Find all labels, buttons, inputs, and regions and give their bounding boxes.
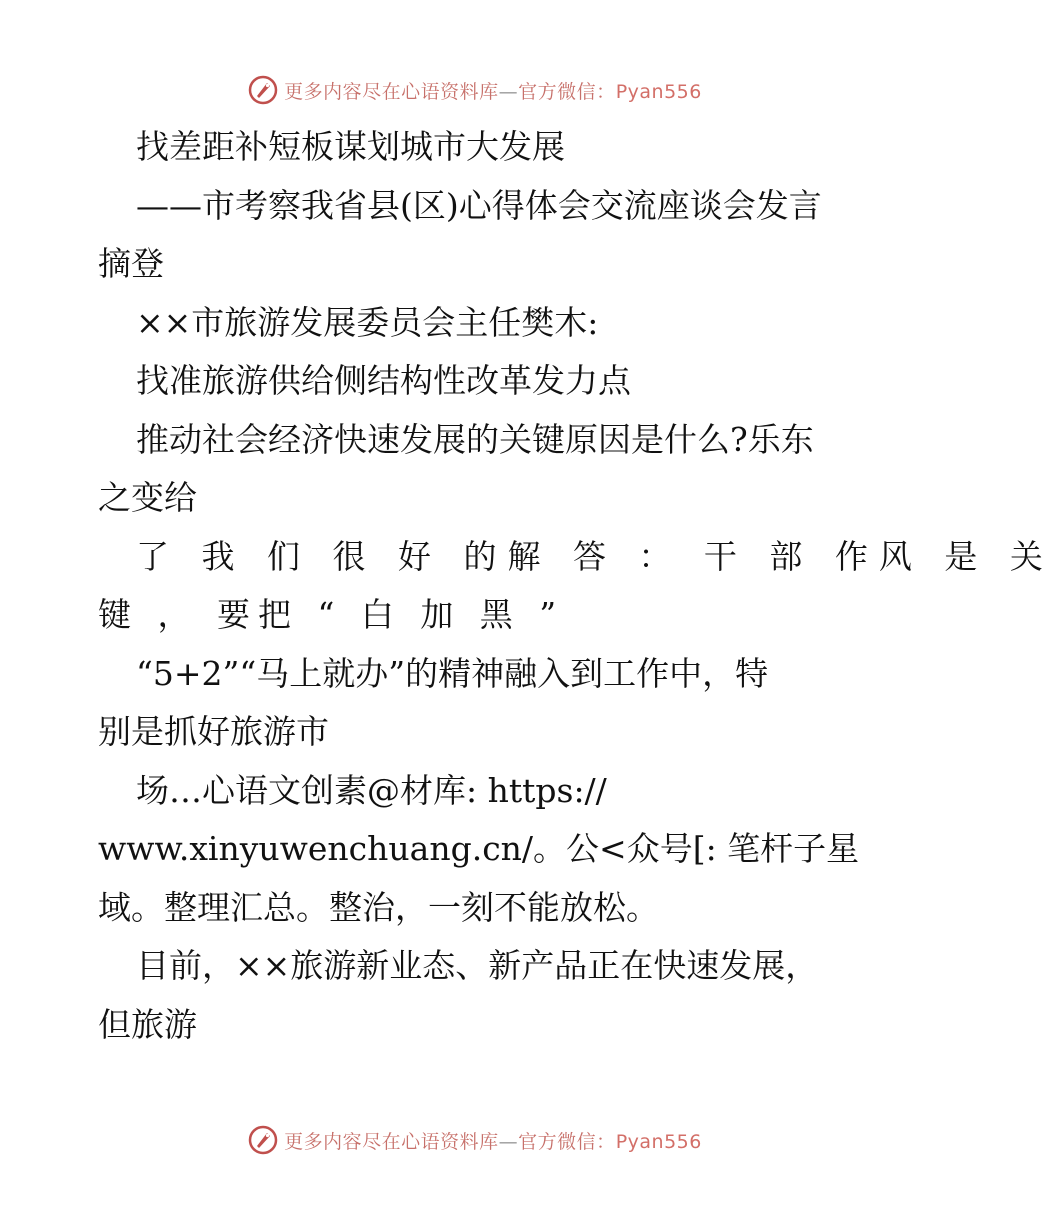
doc-line: ××市旅游发展委员会主任樊木:: [136, 302, 599, 342]
doc-line: www.xinyuwenchuang.cn/。公<众号[: 笔杆子星: [98, 829, 860, 868]
doc-line: 键 ， 要把 “ 白 加 黑 ”: [98, 595, 565, 634]
watermark-text-main: 更多内容尽在心语资料库: [284, 1130, 499, 1153]
doc-line: 域。整理汇总。整治，一刻不能放松。: [98, 887, 659, 927]
doc-line: 摘登: [98, 244, 164, 283]
doc-line: 之变给: [98, 478, 197, 517]
watermark-dash: —: [498, 1130, 519, 1153]
doc-line: 推动社会经济快速发展的关键原因是什么?乐东: [136, 419, 814, 459]
footer-watermark: [0, 1120, 950, 1160]
pen-nib-logo-icon: [248, 1125, 278, 1155]
doc-title: 找差距补短板谋划城市大发展: [136, 127, 565, 166]
doc-subtitle: ——市考察我省县(区)心得体会交流座谈会发言: [136, 185, 822, 225]
doc-line: 别是抓好旅游市: [98, 712, 329, 751]
watermark-id: Pyan556: [615, 80, 702, 103]
watermark-account: 官方微信：: [518, 80, 616, 103]
header-watermark: [0, 70, 950, 110]
doc-line: 但旅游: [98, 1004, 197, 1044]
watermark-id: Pyan556: [615, 1130, 702, 1153]
doc-line: 了 我 们 很 好 的解 答 ： 干 部 作风 是 关: [136, 536, 1054, 576]
watermark-text-main: 更多内容尽在心语资料库: [284, 80, 499, 103]
watermark-dash: —: [498, 80, 519, 103]
doc-line: 目前，××旅游新业态、新产品正在快速发展，: [136, 946, 819, 985]
doc-line: 场…心语文创素@材库: https://: [136, 770, 607, 810]
document-body: [98, 118, 1054, 1054]
pen-nib-logo-icon: [248, 75, 278, 105]
doc-line: 找准旅游供给侧结构性改革发力点: [136, 361, 631, 400]
watermark-account: 官方微信：: [518, 1130, 616, 1153]
doc-line: “5+2”“马上就办”的精神融入到工作中，特: [136, 653, 769, 693]
